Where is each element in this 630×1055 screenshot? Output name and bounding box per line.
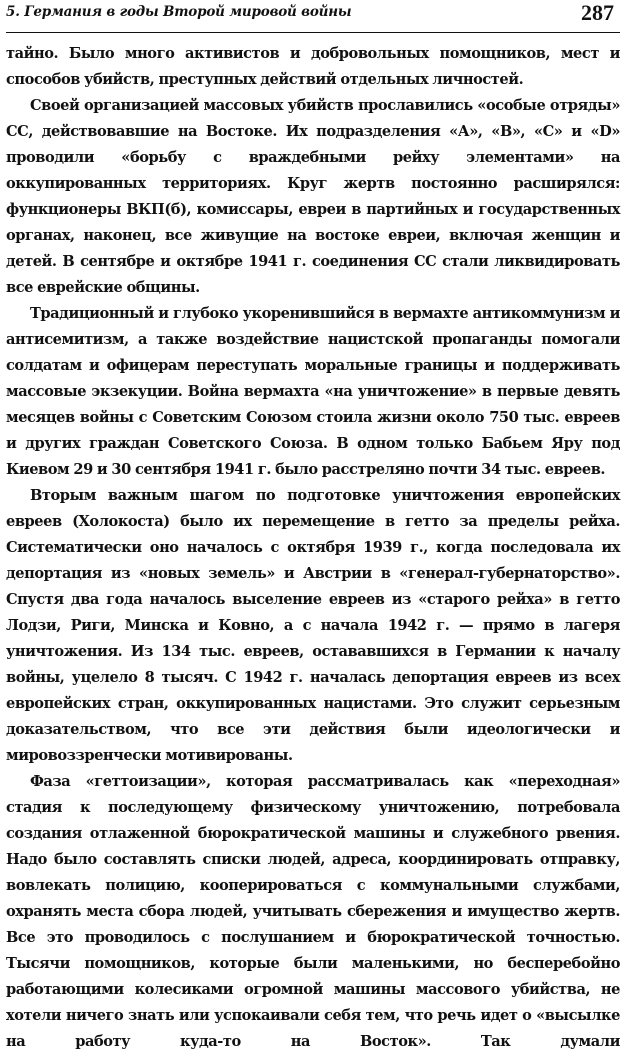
paragraph: тайно. Было много активистов и добровольных помощников, мест и способов убийств, преступных действий отдельных личностей.: [6, 45, 620, 88]
paragraph: Фаза «геттоизации», которая рассматривалась как «переходная» стадия к последующему физическому уничтожению, потребовала создания отлаженной бюрократической машины и служебного рвения. Надо было составлять списки людей, адреса, координировать отправку, вовлекать полицию, кооперироваться с коммунальными службами, охранять места сбора людей, учитывать сбережения и имущество жертв. Все это проводилось с послушанием и бюрократической точностью. Тысячи помощников, которые были маленькими, но бесперебойно работающими колесиками огромной машины массового убийства, не хотели ничего знать или успокаивали себя тем, что речь идет о «высылке на работу куда-то на Восток». Так думали: [6, 773, 620, 1050]
page-header: [6, 0, 620, 33]
page-number: 287: [581, 0, 614, 25]
paragraph: Вторым важным шагом по подготовке уничтожения европейских евреев (Холокоста) было их перемещение в гетто за пределы рейха. Систематически оно началось с октября 1939 г., когда последовала их депортация из «новых земель» и Австрии в «генерал-губернаторство». Спустя два года началось выселение евреев из «старого рейха» в гетто Лодзи, Риги, Минска и Ковно, а с начала 1942 г. — прямо в лагеря уничтожения. Из 134 тыс. евреев, остававшихся в Германии к началу войны, уцелело 8 тысяч. С 1942 г. началась депортация евреев из всех европейских стран, оккупированных нацистами. Это служит серьезным доказательством, что все эти действия были идеологически и мировоззренчески мотивированы.: [6, 487, 620, 764]
body-text: [6, 41, 620, 1055]
paragraph: Традиционный и глубоко укоренившийся в вермахте антикоммунизм и антисемитизм, а также воздействие нацистской пропаганды помогали солдатам и офицерам переступать моральные границы и поддерживать массовые экзекуции. Война вермахта «на уничтожение» в первые девять месяцев войны с Советским Союзом стоила жизни около 750 тыс. евреев и других граждан Советского Союза. В одном только Бабьем Яру под Киевом 29 и 30 сентября 1941 г. было расстреляно почти 34 тыс. евреев.: [6, 305, 620, 478]
paragraph: Своей организацией массовых убийств прославились «особые отряды» СС, действовавшие на Востоке. Их подразделения «А», «В», «С» и «D» проводили «борьбу с враждебными рейху элементами» на оккупированных территориях. Круг жертв постоянно расширялся: функционеры ВКП(б), комиссары, евреи в партийных и государственных органах, наконец, все живущие на востоке евреи, включая женщин и детей. В сентябре и октябре 1941 г. соединения СС стали ликвидировать все еврейские общины.: [6, 97, 620, 296]
running-head: 5. Германия в годы Второй мировой войны: [6, 4, 352, 20]
